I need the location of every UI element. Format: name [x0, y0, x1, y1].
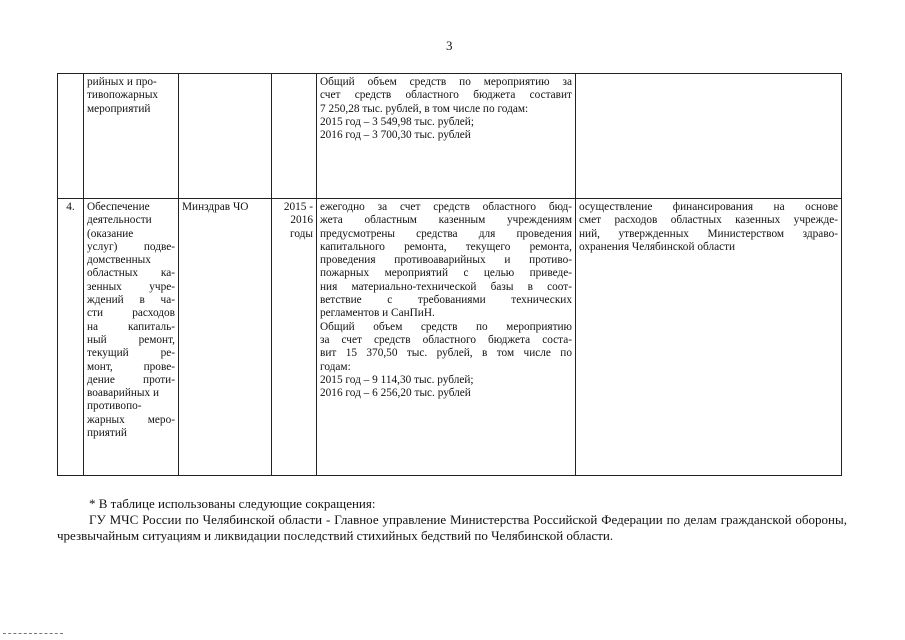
measure-name [84, 74, 179, 199]
period-line: 2015 - [283, 201, 313, 213]
description-line: годам: [320, 360, 351, 373]
measure-name-line: областных ка- [87, 267, 175, 280]
description-line: 2016 год – 3 700,30 тыс. рублей [320, 129, 471, 142]
measure-name-line: (оказание [87, 227, 134, 240]
expected-result [576, 199, 842, 476]
period-line: 2016 [290, 214, 313, 227]
row-number [58, 74, 84, 199]
measure-description [317, 199, 576, 476]
description-line: капитального ремонта, текущего ремонта, [320, 240, 572, 253]
description-line: Общий объем средств по мероприятию [320, 320, 572, 333]
measure-name-line: дение проти- [87, 373, 175, 386]
description-line: жета областным казенным учреждениям [320, 214, 572, 227]
measure-name-line: монт, прове- [87, 360, 175, 373]
description-line: Общий объем средств по мероприятию за [320, 76, 572, 88]
result-line: ний, утвержденных Министерством здраво- [579, 227, 838, 240]
measure-name-line: зенных учре- [87, 280, 175, 293]
description-line: пожарных мероприятий с целью приведе- [320, 267, 572, 280]
expected-result [576, 74, 842, 199]
measure-name-line: противопо- [87, 400, 142, 413]
measure-name-line: тивопожарных [87, 89, 159, 102]
description-line: 7 250,28 тыс. рублей, в том числе по годам: [320, 102, 529, 115]
measure-name-line: ждений в ча- [87, 294, 175, 307]
measure-name [84, 199, 179, 476]
result-line: охранения Челябинской области [579, 240, 736, 253]
row-number: 4. [58, 199, 84, 476]
table-row [58, 74, 842, 199]
description-line: проведения противоаварийных и противо- [320, 254, 572, 267]
footnote-title: * В таблице использованы следующие сокращения: [89, 496, 376, 511]
result-line: осуществление финансирования на основе [579, 201, 838, 213]
description-line: регламентов и СанПиН. [320, 307, 435, 320]
measure-name-line: услуг) подве- [87, 240, 175, 253]
measure-name-line: домственных [87, 254, 151, 267]
measure-name-line: на капиталь- [87, 320, 175, 333]
description-line: за счет средств областного бюджета соста- [320, 333, 572, 346]
measure-name-line: мероприятий [87, 102, 151, 115]
table-row [58, 199, 842, 476]
description-line: вит 15 370,50 тыс. рублей, в том числе по [320, 347, 572, 360]
measure-name-line: приятий [87, 427, 127, 440]
description-line: 2015 год – 9 114,30 тыс. рублей; [320, 373, 474, 386]
measure-name-line: сти расходов [87, 307, 175, 320]
result-line: смет расходов областных казенных учрежде- [579, 214, 838, 227]
page-number: 3 [446, 38, 453, 53]
description-line: ежегодно за счет средств областного бюд- [320, 201, 572, 213]
responsible-org [179, 74, 272, 199]
measure-name-line: жарных меро- [87, 413, 175, 426]
period-line: годы [289, 227, 313, 240]
description-line: 2015 год – 3 549,98 тыс. рублей; [320, 115, 474, 128]
period [272, 74, 317, 199]
description-line: 2016 год – 6 256,20 тыс. рублей [320, 387, 471, 400]
measure-name-line: текущий ре- [87, 347, 175, 360]
measure-name-line: деятельности [87, 214, 152, 227]
description-line: счет средств областного бюджета составит [320, 89, 572, 102]
description-line: ветствие с требованиями технических [320, 294, 572, 307]
scan-artifact [3, 633, 63, 636]
measure-name-line: рийных и про- [87, 76, 157, 88]
abbreviations-footnote [57, 496, 847, 545]
description-line: ния материально-технической базы в соот- [320, 280, 572, 293]
measure-name-line: Обеспечение [87, 201, 150, 213]
responsible-org: Минздрав ЧО [179, 199, 272, 476]
footnote-text: ГУ МЧС России по Челябинской области - Главное управление Министерства Российской Федерации по делам гражданской обороны, чрезвычайным ситуациям и ликвидации последствий стихийных бедствий по Челябинской области. [57, 512, 847, 544]
measure-name-line: ный ремонт, [87, 333, 175, 346]
description-line: предусмотрены средства для проведения [320, 227, 572, 240]
measures-table [57, 73, 842, 476]
period [272, 199, 317, 476]
measure-name-line: воаварийных и [87, 387, 160, 400]
measure-description [317, 74, 576, 199]
